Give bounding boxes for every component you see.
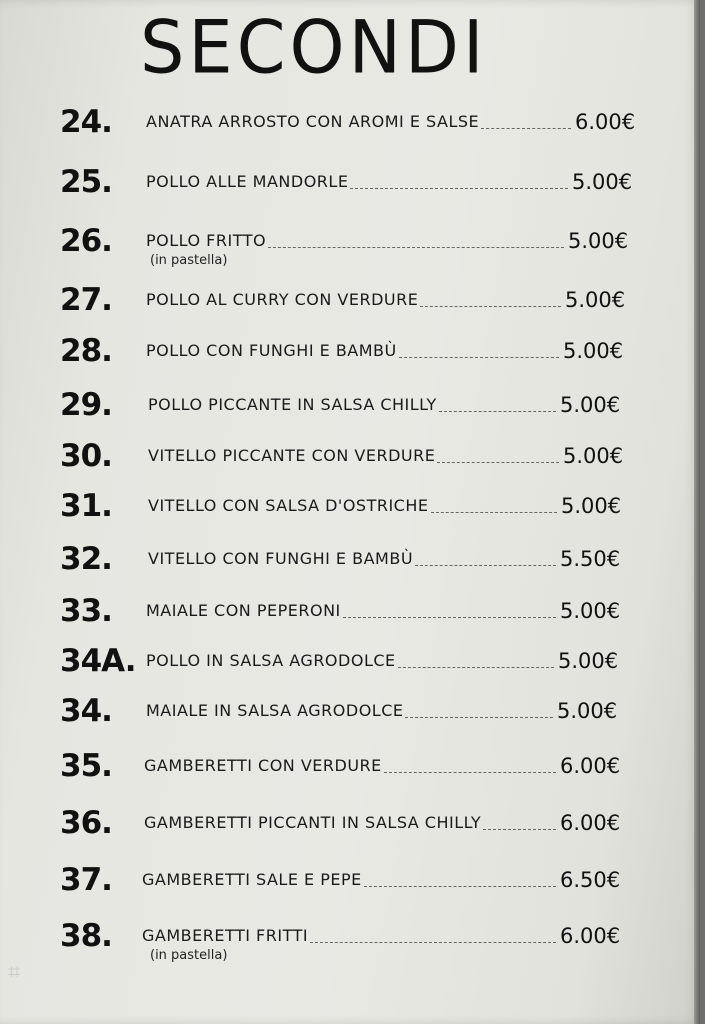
item-name: POLLO CON FUNGHI E BAMBÙ — [146, 341, 397, 360]
item-price: 5.00€ — [568, 229, 629, 253]
item-number: 32. — [60, 541, 112, 577]
menu-item — [60, 693, 650, 737]
item-price: 5.00€ — [557, 699, 618, 723]
item-price: 6.00€ — [575, 110, 636, 134]
item-note: (in pastella) — [150, 948, 228, 963]
item-name: GAMBERETTI CON VERDURE — [144, 756, 382, 775]
item-name: GAMBERETTI FRITTI — [142, 926, 309, 945]
menu-item — [60, 488, 650, 532]
item-price: 5.00€ — [561, 494, 622, 518]
item-price: 5.00€ — [560, 393, 621, 417]
item-number: 26. — [60, 223, 112, 259]
menu-item — [60, 805, 650, 849]
leader-dashes — [364, 886, 556, 887]
menu-item — [60, 541, 650, 585]
leader-dashes — [420, 306, 561, 307]
item-name: VITELLO PICCANTE CON VERDURE — [148, 446, 436, 465]
leader-dashes — [350, 188, 568, 189]
item-number: 27. — [60, 282, 112, 318]
leader-dashes — [439, 411, 556, 412]
menu-item — [60, 643, 650, 687]
leader-dashes — [437, 462, 559, 463]
item-price: 6.00€ — [560, 811, 621, 835]
leader-dashes — [483, 829, 556, 830]
item-number: 33. — [60, 593, 112, 629]
item-price: 6.00€ — [560, 924, 621, 948]
item-number: 28. — [60, 333, 112, 369]
leader-dashes — [384, 772, 556, 773]
leader-dashes — [343, 617, 556, 618]
item-number: 31. — [60, 488, 112, 524]
item-name: POLLO ALLE MANDORLE — [146, 172, 349, 191]
menu-item — [60, 918, 650, 962]
leader-dashes — [310, 942, 556, 943]
item-name: MAIALE IN SALSA AGRODOLCE — [146, 701, 404, 720]
item-name: POLLO PICCANTE IN SALSA CHILLY — [148, 395, 437, 414]
leader-dashes — [398, 667, 554, 668]
leader-dashes — [399, 357, 559, 358]
menu-item — [60, 282, 650, 326]
menu-item — [60, 593, 650, 637]
item-number: 34. — [60, 693, 112, 729]
item-price: 5.00€ — [563, 339, 624, 363]
item-price: 6.50€ — [560, 868, 621, 892]
item-price: 5.00€ — [563, 444, 624, 468]
item-number: 30. — [60, 438, 112, 474]
menu-item — [60, 862, 650, 906]
item-name: GAMBERETTI SALE E PEPE — [142, 870, 362, 889]
item-name: POLLO FRITTO — [146, 231, 267, 250]
item-number: 36. — [60, 805, 112, 841]
item-name: POLLO AL CURRY CON VERDURE — [146, 290, 419, 309]
menu-item — [60, 387, 650, 431]
item-name: VITELLO CON FUNGHI E BAMBÙ — [148, 549, 414, 568]
item-number: 34A. — [60, 643, 136, 679]
item-number: 37. — [60, 862, 112, 898]
menu-item — [60, 223, 650, 267]
item-number: 24. — [60, 104, 112, 140]
menu-item — [60, 164, 650, 208]
item-name: MAIALE CON PEPERONI — [146, 601, 341, 620]
leader-dashes — [481, 128, 571, 129]
item-name: POLLO IN SALSA AGRODOLCE — [146, 651, 396, 670]
item-number: 38. — [60, 918, 112, 954]
item-name: GAMBERETTI PICCANTI IN SALSA CHILLY — [144, 813, 482, 832]
leader-dashes — [431, 512, 557, 513]
item-number: 29. — [60, 387, 112, 423]
menu-item — [60, 333, 650, 377]
item-price: 5.00€ — [572, 170, 633, 194]
page-title: SECONDI — [140, 4, 488, 91]
item-price: 5.50€ — [560, 547, 621, 571]
menu-item — [60, 748, 650, 792]
menu-item — [60, 104, 650, 148]
item-name: VITELLO CON SALSA D'OSTRICHE — [148, 496, 429, 515]
item-note: (in pastella) — [150, 253, 228, 268]
item-price: 5.00€ — [558, 649, 619, 673]
item-number: 25. — [60, 164, 112, 200]
item-price: 5.00€ — [565, 288, 626, 312]
leader-dashes — [415, 565, 556, 566]
item-number: 35. — [60, 748, 112, 784]
menu-item — [60, 438, 650, 482]
item-price: 6.00€ — [560, 754, 621, 778]
item-name: ANATRA ARROSTO CON AROMI E SALSE — [146, 112, 480, 131]
item-price: 5.00€ — [560, 599, 621, 623]
leader-dashes — [268, 247, 564, 248]
leader-dashes — [405, 717, 553, 718]
corner-scribble: ⌗ — [8, 960, 21, 985]
